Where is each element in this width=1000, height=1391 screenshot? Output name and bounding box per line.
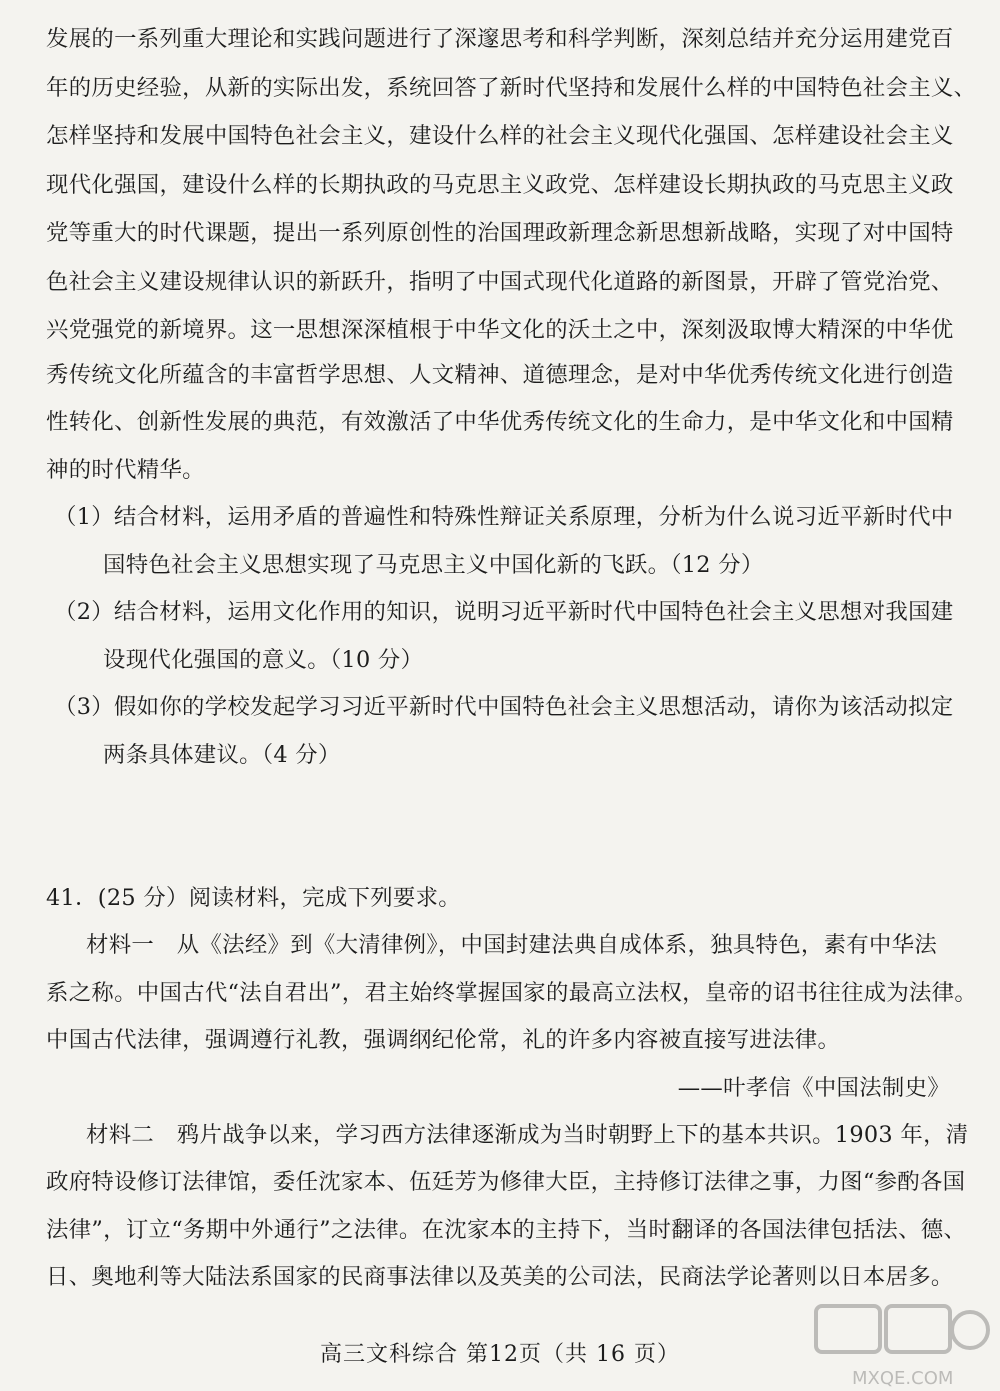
material2-line: 材料二 鸦片战争以来，学习西方法律逐渐成为当时朝野上下的基本共识。1903 年，清 (86, 1122, 969, 1148)
material1-source: ——叶孝信《中国法制史》 (677, 1075, 950, 1101)
material-line: 神的时代精华。 (46, 457, 205, 483)
material2-line: 法律”，订立“务期中外通行”之法律。在沈家本的主持下，当时翻译的各国法律包括法、德、 (46, 1217, 967, 1243)
material1-line: 材料一 从《法经》到《大清律例》，中国封建法典自成体系，独具特色，素有中华法 (86, 932, 938, 958)
question-41-heading: 41．(25 分）阅读材料，完成下列要求。 (46, 885, 461, 911)
material1-line: 系之称。中国古代“法自君出”，君主始终掌握国家的最高立法权，皇帝的诏书往往成为法律。 (46, 980, 978, 1006)
material-line: 怎样坚持和发展中国特色社会主义，建设什么样的社会主义现代化强国、怎样建设社会主义 (46, 123, 954, 149)
question-2: （2）结合材料，运用文化作用的知识，说明习近平新时代中国特色社会主义思想对我国建 (54, 599, 954, 625)
material-line: 现代化强国，建设什么样的长期执政的马克思主义政党、怎样建设长期执政的马克思主义政 (46, 172, 954, 198)
question-1-cont: 国特色社会主义思想实现了马克思主义中国化新的飞跃。（12 分） (103, 552, 764, 578)
material-line: 色社会主义建设规律认识的新跃升，指明了中国式现代化道路的新图景，开辟了管党治党、 (46, 269, 954, 295)
question-3-cont: 两条具体建议。（4 分） (103, 742, 341, 768)
watermark-text: MXQE.COM (852, 1368, 954, 1389)
material2-line: 政府特设修订法律馆，委任沈家本、伍廷芳为修律大臣，主持修订法律之事，力图“参酌各国 (46, 1169, 966, 1195)
material-line: 年的历史经验，从新的实际出发，系统回答了新时代坚持和发展什么样的中国特色社会主义、 (46, 75, 977, 101)
question-1: （1）结合材料，运用矛盾的普遍性和特殊性辩证关系原理，分析为什么说习近平新时代中 (54, 504, 954, 530)
material-line: 发展的一系列重大理论和实践问题进行了深邃思考和科学判断，深刻总结并充分运用建党百 (46, 26, 954, 52)
material2-line: 日、奥地利等大陆法系国家的民商事法律以及英美的公司法，民商法学论著则以日本居多。 (46, 1264, 954, 1290)
material1-line: 中国古代法律，强调遵行礼教，强调纲纪伦常，礼的许多内容被直接写进法律。 (46, 1027, 841, 1053)
material-line: 性转化、创新性发展的典范，有效激活了中华优秀传统文化的生命力，是中华文化和中国精 (46, 409, 954, 435)
material-line: 党等重大的时代课题，提出一系列原创性的治国理政新理念新思想新战略，实现了对中国特 (46, 220, 954, 246)
material-line: 兴党强党的新境界。这一思想深深植根于中华文化的沃土之中，深刻汲取博大精深的中华优 (46, 317, 954, 343)
question-2-cont: 设现代化强国的意义。（10 分） (103, 647, 424, 673)
question-3: （3）假如你的学校发起学习习近平新时代中国特色社会主义思想活动，请你为该活动拟定 (54, 694, 954, 720)
page-footer: 高三文科综合 第12页（共 16 页） (320, 1342, 680, 1367)
material-line: 秀传统文化所蕴含的丰富哲学思想、人文精神、道德理念，是对中华优秀传统文化进行创造 (46, 362, 954, 388)
